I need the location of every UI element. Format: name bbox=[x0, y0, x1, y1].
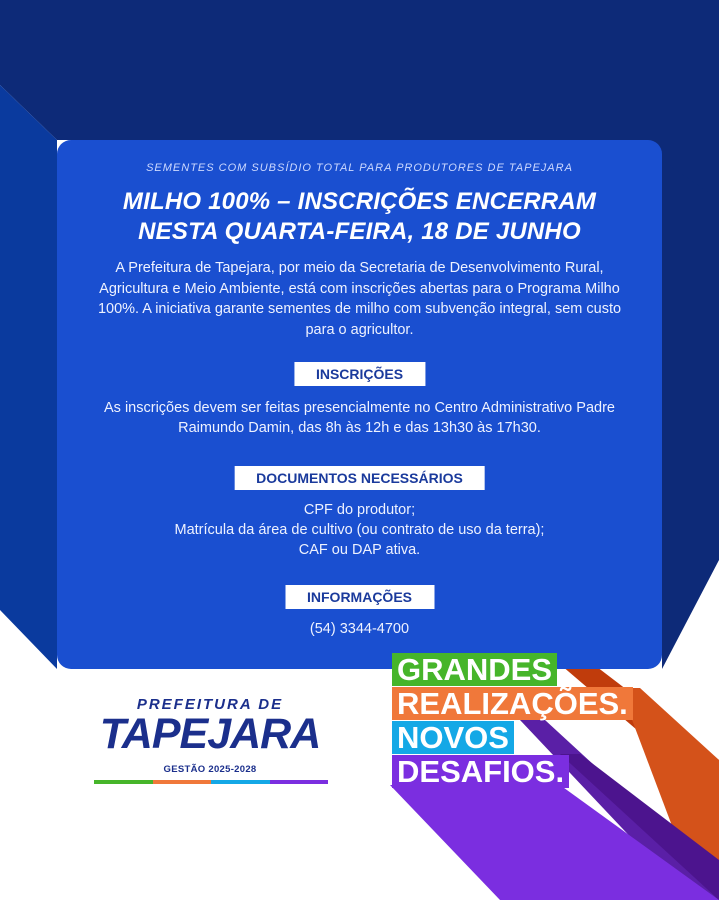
logo-sub-text: GESTÃO 2025-2028 bbox=[163, 764, 257, 775]
slogan-line-1: GRANDES bbox=[392, 653, 557, 686]
headline-line-2: NESTA QUARTA-FEIRA, 18 DE JUNHO bbox=[138, 218, 581, 245]
documento-item: CPF do produtor; bbox=[303, 502, 416, 518]
headline-line-1: MILHO 100% – INSCRIÇÕES ENCERRAM bbox=[122, 188, 597, 215]
phone-number: (54) 3344-4700 bbox=[309, 621, 410, 637]
documentos-list bbox=[77, 500, 642, 560]
kicker-text: SEMENTES COM SUBSÍDIO TOTAL PARA PRODUTORES DE TAPEJARA bbox=[146, 162, 573, 174]
intro-paragraph: A Prefeitura de Tapejara, por meio da Secretaria de Desenvolvimento Rural, Agricultura e Meio Ambiente, está com inscrições abertas para o Programa Milho 100%. A iniciativa garante sementes de milho com subvenção integral, sem custo para o agricultor. bbox=[97, 260, 622, 338]
logo-main-text: TAPEJARA bbox=[99, 710, 321, 758]
slogan-line-3: NOVOS bbox=[392, 721, 514, 754]
info-card bbox=[57, 140, 662, 669]
slogan-line-4: DESAFIOS. bbox=[392, 755, 569, 788]
logo-color-bar bbox=[94, 780, 328, 784]
prefeitura-logo bbox=[90, 696, 330, 796]
documento-item: Matrícula da área de cultivo (ou contrato de uso da terra); bbox=[174, 522, 545, 538]
inscricoes-text: As inscrições devem ser feitas presencialmente no Centro Administrativo Padre Raimundo Damin, das 8h às 12h e das 13h30 às 17h30. bbox=[104, 400, 615, 436]
section-title-informacoes: INFORMAÇÕES bbox=[285, 585, 434, 609]
section-title-inscricoes: INSCRIÇÕES bbox=[294, 362, 425, 386]
headline bbox=[67, 187, 652, 247]
slogan-line-2: REALIZAÇÕES. bbox=[392, 687, 633, 720]
documento-item: CAF ou DAP ativa. bbox=[298, 542, 421, 558]
section-title-documentos: DOCUMENTOS NECESSÁRIOS bbox=[234, 466, 485, 490]
logo-top-text: PREFEITURA DE bbox=[136, 696, 284, 713]
